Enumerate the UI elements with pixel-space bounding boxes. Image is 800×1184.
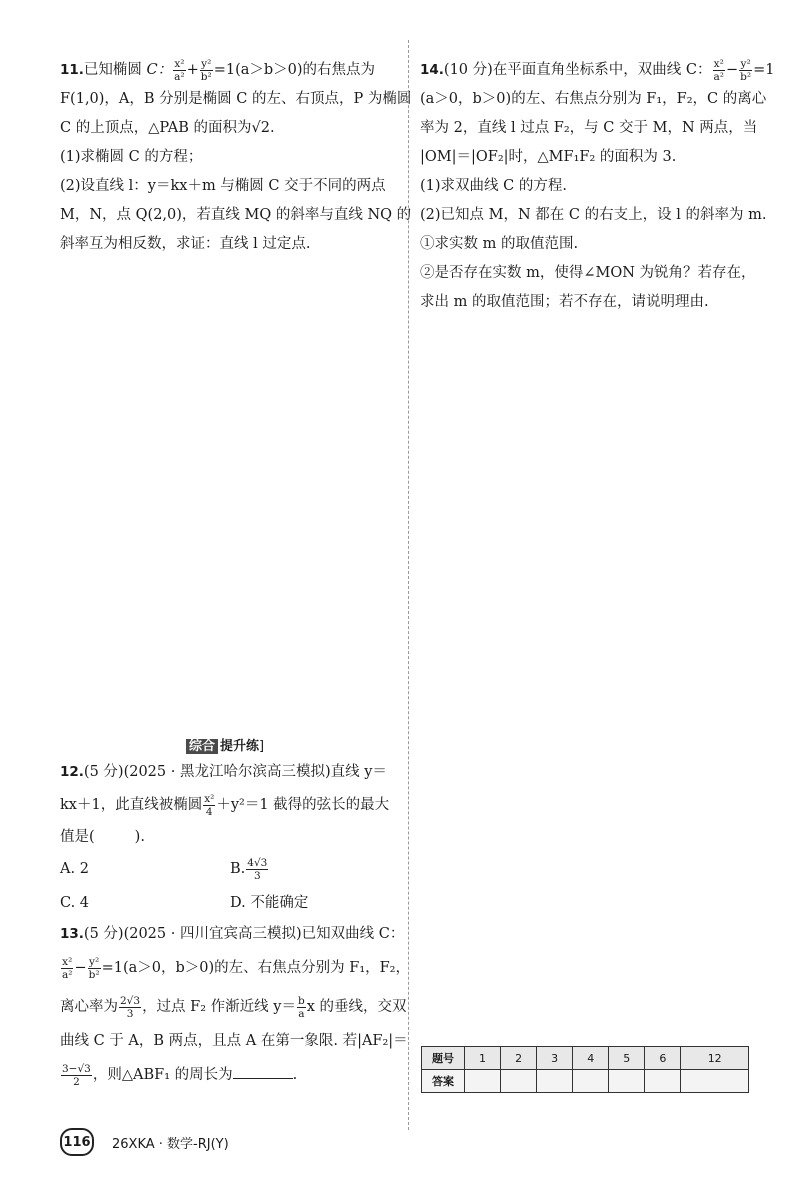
- fraction: $\frac{3-√3}{2}$: [62, 1062, 91, 1088]
- left-column: [60, 56, 412, 259]
- answer-table: [421, 1046, 749, 1093]
- problem-11: 11.已知椭圆 C： $\frac{\text{x²}}{\text{a²}}$ + $\frac{\text{y²}}{\text{b²}}$ =1(a＞b＞0)的右焦点为 F(1,0)，A，B 分别是椭圆 C 的左、右顶点，P 为椭圆 C 的上顶点，△PAB 的面积为√2. (1)求椭圆 C 的方程； (2)设直线 l：y＝kx＋m 与椭圆 C 交于不同的两点 M，N，点 Q(2,0)，若直线 MQ 的斜率与直线 NQ 的 斜率互为相反数，求证：直线 l 过定点.: [60, 57, 412, 252]
- answer-cell[interactable]: [645, 1070, 681, 1093]
- section-heading: 综合 提升练]: [186, 735, 264, 754]
- option-d: D. 不能确定: [230, 895, 309, 911]
- answer-cell[interactable]: [609, 1070, 645, 1093]
- left-column-lower: [60, 758, 410, 1094]
- options: [60, 852, 400, 920]
- answer-cell[interactable]: [573, 1070, 609, 1093]
- column-divider: [408, 40, 409, 1130]
- answer-cell[interactable]: [465, 1070, 501, 1093]
- option-c: C. 4: [60, 895, 90, 911]
- answer-table-answer-row: 答案: [422, 1070, 749, 1093]
- answer-cell[interactable]: [681, 1070, 749, 1093]
- answer-table-header-row: 题号 1 2 3 4 5 6 12: [422, 1047, 749, 1070]
- answer-cell[interactable]: [501, 1070, 537, 1093]
- fraction: $\frac{\text{y²}}{\text{b²}}$: [200, 57, 212, 83]
- fraction: $\frac{\text{x²}}{\text{a²}}$: [174, 57, 185, 83]
- answer-blank[interactable]: [233, 1078, 293, 1079]
- option-a: A. 2: [60, 861, 89, 877]
- problem-12: 12.(5 分)(2025 · 黑龙江哈尔滨高三模拟)直线 y＝ kx＋1，此直线被椭圆 $\frac{\text{x²}}{4}$ ＋y²＝1 截得的弦长的最大 值是( ). A. 2 B. $\frac{4√3}{3}$ C. 4 D. 不能确定: [60, 758, 400, 920]
- book-code: 26XKA · 数学-RJ(Y): [112, 1136, 229, 1152]
- problem-14: 14.(10 分)在平面直角坐标系中，双曲线 C： $\frac{\text{x²}}{\text{a²}}$ − $\frac{\text{y²}}{\text{b²}}$ =1 (a＞0，b＞0)的左、右焦点分别为 F₁，F₂，C 的离心 率为 2，直线 l 过点 F₂，与 C 交于 M，N 两点，当 |OM|＝|OF₂|时，△MF₁F₂ 的面积为 3. (1)求双曲线 C 的方程. (2)已知点 M，N 都在 C 的右支上，设 l 的斜率为 m. ①求实数 m 的取值范围. ②是否存在实数 m，使得∠MON 为锐角？若存在， 求出 m 的取值范围；若不存在，请说明理由.: [420, 57, 775, 310]
- fraction: $\frac{2√3}{3}$: [120, 994, 141, 1020]
- page-footer: [60, 1128, 229, 1156]
- option-b: B. $\frac{4√3}{3}$: [230, 856, 268, 882]
- fraction: $\frac{\text{x²}}{\text{a²}}$: [62, 955, 73, 981]
- problem-13: 13.(5 分)(2025 · 四川宜宾高三模拟)已知双曲线 C： $\frac{\text{x²}}{\text{a²}}$ − $\frac{\text{y²}}{\text{b²}}$ =1(a＞0，b＞0)的左、右焦点分别为 F₁，F₂， 离心率为 $\frac{2√3}{3}$ ，过点 F₂ 作渐近线 y＝ $\frac{b}{a}$ x 的垂线，交双 曲线 C 于 A，B 两点，且点 A 在第一象限. 若|AF₂|＝ $\frac{3-√3}{2}$ ，则△ABF₁ 的周长为 .: [60, 926, 410, 1088]
- page-number: 116: [60, 1128, 94, 1156]
- fraction: $\frac{b}{a}$: [297, 994, 305, 1020]
- right-column: [420, 56, 775, 317]
- fraction: $\frac{\text{y²}}{\text{b²}}$: [740, 57, 752, 83]
- fraction: $\frac{\text{y²}}{\text{b²}}$: [88, 955, 100, 981]
- problem-number: 11.: [60, 62, 84, 78]
- answer-cell[interactable]: [537, 1070, 573, 1093]
- fraction: $\frac{\text{x²}}{\text{a²}}$: [713, 57, 724, 83]
- fraction: $\frac{\text{x²}}{4}$: [204, 792, 215, 818]
